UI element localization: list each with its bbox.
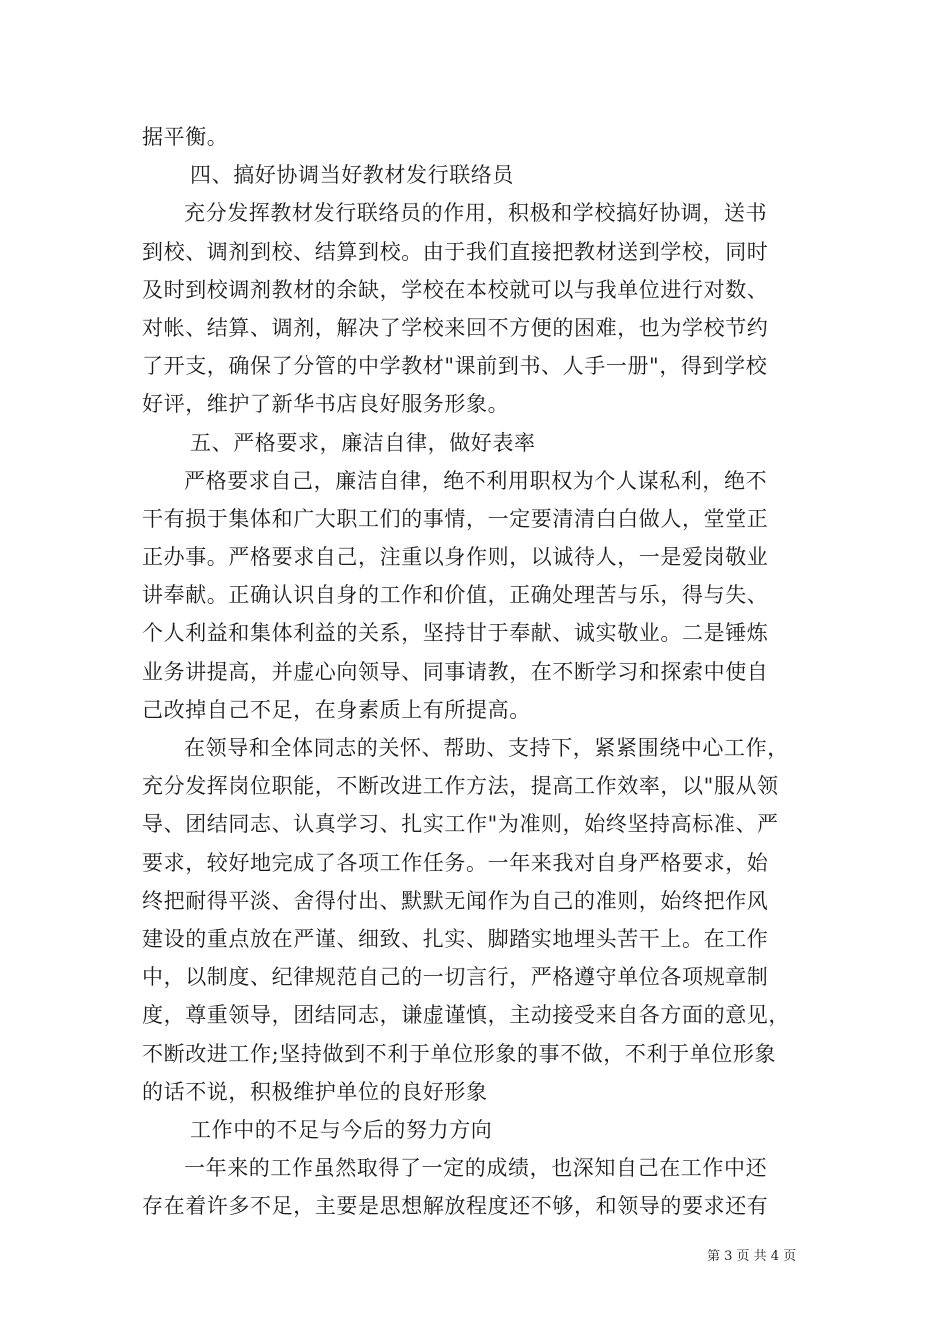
section-heading: 工作中的不足与今后的努力方向 <box>190 1117 493 1142</box>
document-body <box>142 118 822 1225</box>
text-line: 己改掉自己不足，在身素质上有所提高。 <box>142 697 531 722</box>
text-line: 建设的重点放在严谨、细致、扎实、脚踏实地埋头苦干上。在工作 <box>142 926 769 951</box>
text-line: 在领导和全体同志的关怀、帮助、支持下，紧紧围绕中心工作， <box>184 736 789 760</box>
text-line: 及时到校调剂教材的余缺，学校在本校就可以与我单位进行对数、 <box>142 277 769 302</box>
text-line: 个人利益和集体利益的关系，坚持甘于奉献、诚实敬业。二是锤炼 <box>142 621 769 646</box>
text-line: 了开支，确保了分管的中学教材"课前到书、人手一册"，得到学校 <box>142 354 768 379</box>
text-line: 的话不说，积极维护单位的良好形象 <box>142 1079 488 1104</box>
text-line: 充分发挥岗位职能，不断改进工作方法，提高工作效率，以"服从领 <box>142 774 779 799</box>
text-line: 要求，较好地完成了各项工作任务。一年来我对自身严格要求，始 <box>142 850 769 875</box>
text-line: 一年来的工作虽然取得了一定的成绩，也深知自己在工作中还 <box>184 1156 768 1181</box>
text-line: 对帐、结算、调剂，解决了学校来回不方便的困难，也为学校节约 <box>142 315 769 340</box>
text-line: 讲奉献。正确认识自身的工作和价值，正确处理苦与乐，得与失、 <box>142 583 769 608</box>
section-heading: 四、搞好协调当好教材发行联络员 <box>190 163 514 188</box>
text-line: 据平衡。 <box>142 125 229 149</box>
text-line: 终把耐得平淡、舍得付出、默默无闻作为自己的准则，始终把作风 <box>142 888 769 913</box>
section-heading: 五、严格要求，廉洁自律，做好表率 <box>190 430 536 455</box>
text-line: 严格要求自己，廉洁自律，绝不利用职权为个人谋私利，绝不 <box>184 468 768 493</box>
text-line: 充分发挥教材发行联络员的作用，积极和学校搞好协调，送书 <box>184 201 768 226</box>
text-line: 不断改进工作;坚持做到不利于单位形象的事不做，不利于单位形象 <box>142 1041 777 1066</box>
text-line: 中，以制度、纪律规范自己的一切言行，严格遵守单位各项规章制 <box>142 965 769 990</box>
text-line: 干有损于集体和广大职工们的事情，一定要清清白白做人，堂堂正 <box>142 506 769 531</box>
text-line: 度，尊重领导，团结同志，谦虚谨慎，主动接受来自各方面的意见， <box>142 1003 790 1028</box>
text-line: 好评，维护了新华书店良好服务形象。 <box>142 392 510 417</box>
text-line: 存在着许多不足，主要是思想解放程度还不够，和领导的要求还有 <box>142 1194 769 1219</box>
text-line: 正办事。严格要求自己，注重以身作则，以诚待人，一是爱岗敬业 <box>142 545 769 570</box>
text-line: 导、团结同志、认真学习、扎实工作"为准则，始终坚持高标准、严 <box>142 812 779 837</box>
text-line: 到校、调剂到校、结算到校。由于我们直接把教材送到学校，同时 <box>142 239 769 264</box>
text-line: 业务讲提高，并虚心向领导、同事请教，在不断学习和探索中使自 <box>142 659 769 684</box>
page-number-footer: 第 3 页 共 4 页 <box>707 1249 797 1264</box>
